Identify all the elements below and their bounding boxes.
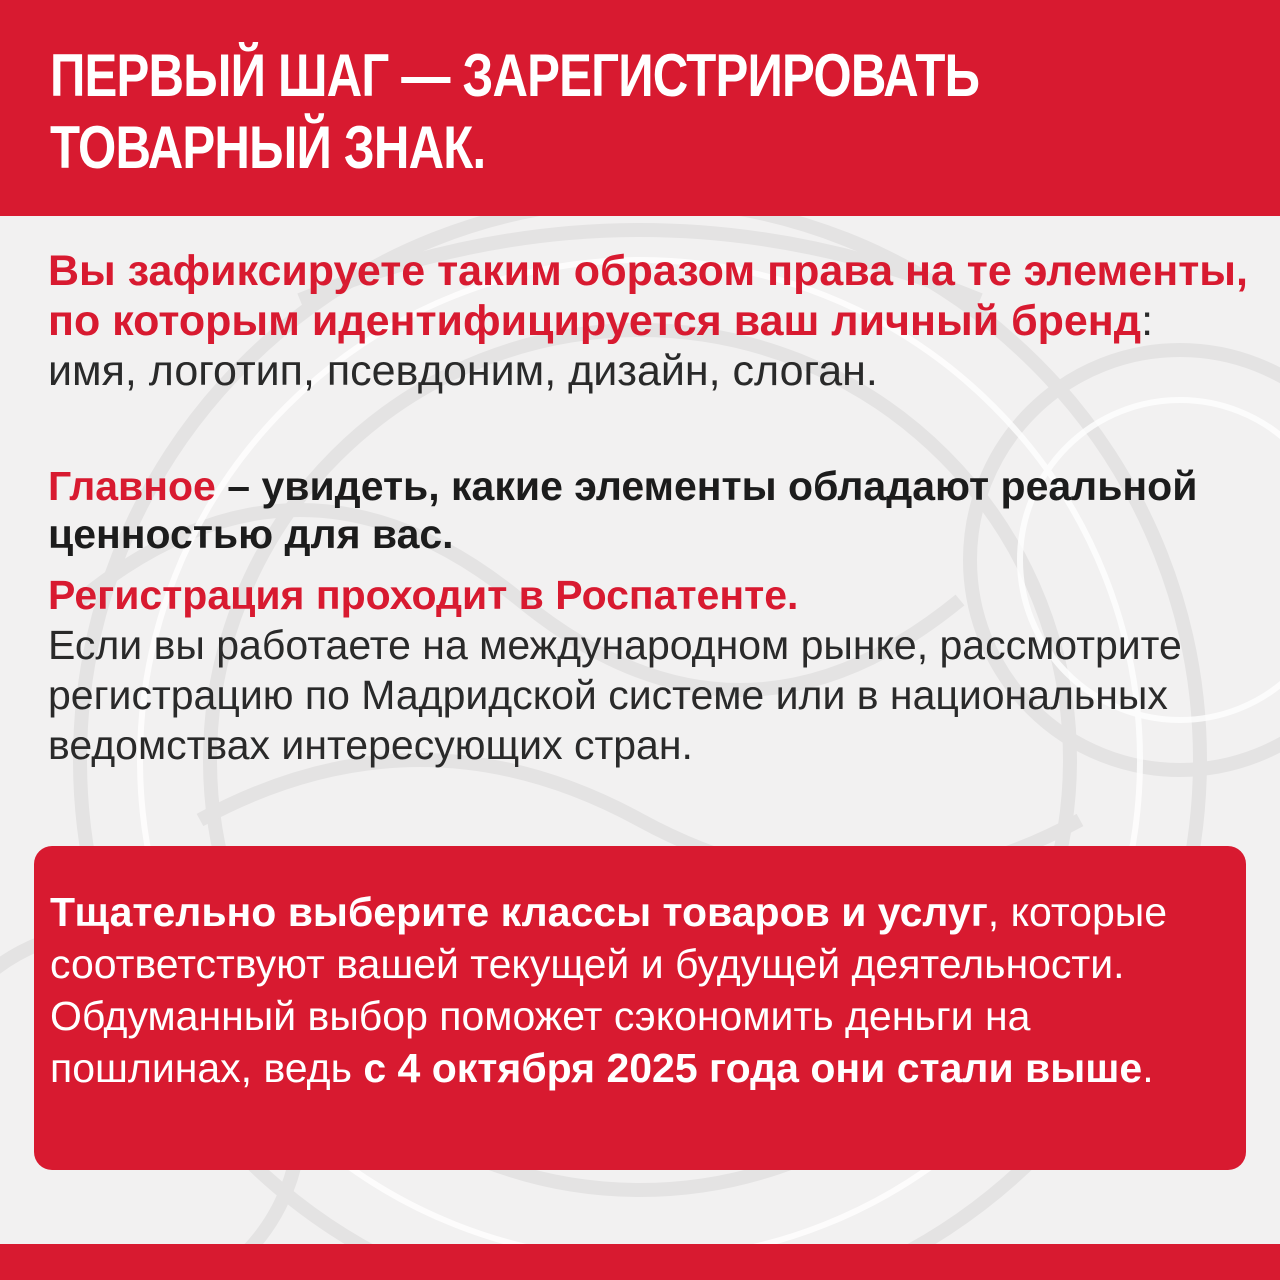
main-point-highlight: Главное <box>48 463 216 509</box>
registration-paragraph <box>48 570 1248 770</box>
trademark-rights-paragraph <box>48 246 1248 396</box>
page-title: ПЕРВЫЙ ШАГ — ЗАРЕГИСТРИРОВАТЬ ТОВАРНЫЙ ЗНАК. <box>50 42 980 181</box>
callout-bold-end: с 4 октября 2025 года они стали выше <box>363 1045 1143 1091</box>
footer-bar <box>0 1244 1280 1280</box>
main-point-paragraph <box>48 462 1248 558</box>
rights-highlight: Вы зафиксируете таким образом права на те элементы, по которым идентифицируется ваш личный бренд <box>48 247 1248 345</box>
callout-box <box>34 846 1246 1170</box>
rights-elements-list: : имя, логотип, псевдоним, дизайн, слоган. <box>48 297 1154 395</box>
header-banner <box>0 0 1280 216</box>
callout-middle: , которые соответствуют вашей текущей и будущей деятельности. Обдуманный выбор поможет сэкономить деньги на пошлинах, ведь <box>50 889 1168 1091</box>
registration-highlight: Регистрация проходит в Роспатенте. <box>48 572 799 618</box>
callout-end: . <box>1142 1045 1154 1091</box>
callout-text <box>50 886 1230 1094</box>
callout-bold-start: Тщательно выберите классы товаров и услуг <box>50 889 988 935</box>
main-point-text: – увидеть, какие элементы обладают реальной ценностью для вас. <box>48 463 1198 557</box>
registration-text: Если вы работаете на международном рынке, рассмотрите регистрацию по Мадридской системе или в национальных ведомствах интересующих стран. <box>48 622 1182 768</box>
